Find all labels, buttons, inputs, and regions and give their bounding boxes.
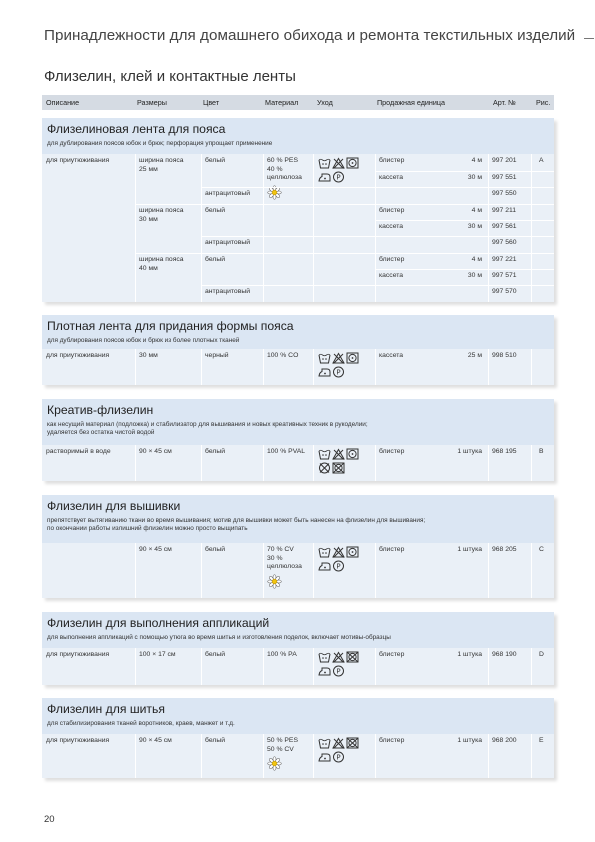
row-quantity: 30 м <box>467 223 482 230</box>
col-material: Материал <box>265 98 299 107</box>
row-quantity: 30 м <box>467 174 482 181</box>
row-size: 90 × 45 см <box>139 546 172 553</box>
product-rows <box>42 648 554 685</box>
row-quantity: 25 м <box>467 352 482 359</box>
row-divider <box>202 236 554 237</box>
dry-clean-p-icon <box>332 365 345 383</box>
no-tumble-dry-icon <box>346 650 359 668</box>
product-rows <box>42 349 554 385</box>
row-divider <box>136 204 554 205</box>
row-quantity: 1 штука <box>457 651 482 658</box>
tumble-dry-icon <box>346 351 359 369</box>
row-figure: B <box>539 448 544 455</box>
svg-text:P: P <box>336 173 341 182</box>
row-sales-unit: блистер <box>379 448 405 455</box>
col-description: Описание <box>46 98 80 107</box>
row-material: 100 % PVAL <box>267 448 306 455</box>
row-material: 50 % PES 50 % CV <box>267 737 298 753</box>
row-description: для приутюживания <box>46 352 110 359</box>
row-color: белый <box>205 737 226 744</box>
product-description: для дублирования поясов юбок и брюк; перфорация упрощает применение <box>47 140 273 147</box>
product-rows <box>42 734 554 778</box>
row-sales-unit: кассета <box>379 223 404 230</box>
product-block <box>42 399 554 481</box>
row-size: 90 × 45 см <box>139 737 172 744</box>
col-article-no: Арт. № <box>493 98 516 107</box>
product-block-header <box>42 118 554 154</box>
row-color: антрацитовый <box>205 288 251 295</box>
no-tumble-dry-icon <box>332 461 345 479</box>
row-article-no: 997 221 <box>492 256 517 263</box>
row-size: ширина пояса 30 мм <box>139 207 184 223</box>
row-article-no: 997 560 <box>492 239 517 246</box>
row-article-no: 997 551 <box>492 174 517 181</box>
row-article-no: 998 510 <box>492 352 517 359</box>
row-color: белый <box>205 651 226 658</box>
column-background <box>42 154 135 302</box>
row-article-no: 997 561 <box>492 223 517 230</box>
no-tumble-dry-icon <box>346 736 359 754</box>
row-quantity: 4 м <box>471 207 482 214</box>
header-dash <box>584 38 594 39</box>
row-sales-unit: кассета <box>379 272 404 279</box>
row-size: 90 × 45 см <box>139 448 172 455</box>
row-quantity: 1 штука <box>457 448 482 455</box>
product-description: для выполнения аппликаций с помощью утюга во время шитья и изготовления поделок, включает мотивы-образцы <box>47 634 391 641</box>
dry-clean-p-icon <box>332 750 345 768</box>
row-divider <box>376 220 554 221</box>
row-sales-unit: блистер <box>379 546 405 553</box>
product-rows <box>42 445 554 481</box>
row-divider <box>202 285 554 286</box>
row-divider <box>376 171 554 172</box>
row-sales-unit: блистер <box>379 737 405 744</box>
row-color: белый <box>205 157 226 164</box>
iron-low-icon <box>318 664 331 682</box>
product-title: Флизелин для вышивки <box>47 499 181 513</box>
row-sales-unit: кассета <box>379 174 404 181</box>
col-sizes: Размеры <box>137 98 167 107</box>
row-color: белый <box>205 448 226 455</box>
product-title: Флизелиновая лента для пояса <box>47 122 226 136</box>
row-divider <box>202 187 554 188</box>
col-figure: Рис. <box>536 98 551 107</box>
row-description: для приутюживания <box>46 737 110 744</box>
col-care: Уход <box>317 98 333 107</box>
row-article-no: 997 550 <box>492 190 517 197</box>
svg-text:P: P <box>336 753 341 762</box>
row-color: белый <box>205 546 226 553</box>
section-title: Флизелин, клей и контактные ленты <box>44 68 296 85</box>
col-color: Цвет <box>203 98 220 107</box>
row-figure: A <box>539 157 544 164</box>
row-color: антрацитовый <box>205 190 251 197</box>
row-size: ширина пояса 40 мм <box>139 256 184 272</box>
column-background <box>136 154 201 302</box>
dry-clean-p-icon <box>332 664 345 682</box>
row-figure: C <box>539 546 544 553</box>
product-block-header <box>42 698 554 734</box>
product-block <box>42 698 554 778</box>
flower-icon <box>267 574 282 594</box>
row-size: 100 × 17 см <box>139 651 176 658</box>
row-figure: D <box>539 651 544 658</box>
column-background <box>202 154 263 302</box>
row-sales-unit: кассета <box>379 352 404 359</box>
column-background <box>532 154 554 302</box>
iron-low-icon <box>318 750 331 768</box>
row-quantity: 4 м <box>471 256 482 263</box>
row-sales-unit: блистер <box>379 207 405 214</box>
product-title: Креатив-флизелин <box>47 403 154 417</box>
row-color: черный <box>205 352 229 359</box>
product-rows <box>42 543 554 598</box>
row-color: белый <box>205 256 226 263</box>
product-title: Флизелин для шитья <box>47 702 165 716</box>
svg-text:P: P <box>336 562 341 571</box>
row-color: белый <box>205 207 226 214</box>
row-quantity: 4 м <box>471 157 482 164</box>
row-article-no: 997 211 <box>492 207 517 214</box>
row-size: 30 мм <box>139 352 158 359</box>
product-block <box>42 118 554 302</box>
row-description: для приутюживания <box>46 651 110 658</box>
product-description: для стабилизирования тканей воротников, краев, манжет и т.д. <box>47 720 235 727</box>
row-divider <box>136 253 554 254</box>
product-description: как несущий материал (подложка) и стабилизатор для вышивания и новых креативных техник в рукоделии; удаляется без остатка чистой водой <box>47 421 368 437</box>
row-quantity: 30 м <box>467 272 482 279</box>
row-divider <box>376 269 554 270</box>
row-sales-unit: блистер <box>379 651 405 658</box>
page-number: 20 <box>44 814 55 825</box>
row-size: ширина пояса 25 мм <box>139 157 184 173</box>
row-article-no: 997 571 <box>492 272 517 279</box>
product-block <box>42 612 554 685</box>
iron-low-icon <box>318 365 331 383</box>
column-background <box>532 349 554 385</box>
row-description: для приутюживания <box>46 157 110 164</box>
no-dry-clean-icon <box>318 461 331 479</box>
product-block-header <box>42 399 554 445</box>
row-color: антрацитовый <box>205 239 251 246</box>
product-block-header <box>42 495 554 543</box>
product-block-header <box>42 612 554 648</box>
column-background <box>42 543 135 598</box>
iron-low-icon <box>318 559 331 577</box>
row-article-no: 968 195 <box>492 448 517 455</box>
iron-low-icon <box>318 170 331 188</box>
column-header-row <box>42 95 554 110</box>
row-sales-unit: блистер <box>379 157 405 164</box>
row-quantity: 1 штука <box>457 737 482 744</box>
svg-text:P: P <box>336 667 341 676</box>
row-figure: E <box>539 737 544 744</box>
tumble-dry-icon <box>346 156 359 174</box>
row-sales-unit: блистер <box>379 256 405 263</box>
flower-icon <box>267 756 282 776</box>
row-material: 70 % CV 30 % целлюлоза <box>267 546 302 571</box>
product-description: препятствует вытягиванию ткани во время вышивания; мотив для вышивки может быть нанесен на флизелин для вышивания; по окончании работы излишний флизелин можно просто выщипать <box>47 517 426 533</box>
row-article-no: 997 570 <box>492 288 517 295</box>
row-material: 60 % PES 40 % целлюлоза <box>267 157 302 182</box>
product-block <box>42 495 554 598</box>
row-article-no: 968 190 <box>492 651 517 658</box>
product-rows <box>42 154 554 302</box>
product-block-header <box>42 315 554 349</box>
product-block <box>42 315 554 385</box>
row-material: 100 % CO <box>267 352 299 359</box>
svg-text:P: P <box>336 368 341 377</box>
col-sales-unit: Продажная единица <box>377 98 446 107</box>
row-quantity: 1 штука <box>457 546 482 553</box>
row-article-no: 997 201 <box>492 157 517 164</box>
row-description: растворимый в воде <box>46 448 111 455</box>
dry-clean-p-icon <box>332 170 345 188</box>
dry-clean-p-icon <box>332 559 345 577</box>
row-material: 100 % PA <box>267 651 297 658</box>
product-description: для дублирования поясов юбок и брюк из более плотных тканей <box>47 337 240 344</box>
product-title: Флизелин для выполнения аппликаций <box>47 616 270 630</box>
row-article-no: 968 200 <box>492 737 517 744</box>
tumble-dry-icon <box>346 545 359 563</box>
product-title: Плотная лента для придания формы пояса <box>47 319 294 333</box>
page-header-title: Принадлежности для домашнего обихода и ремонта текстильных изделий <box>44 27 576 44</box>
tumble-dry-icon <box>346 447 359 465</box>
row-article-no: 968 205 <box>492 546 517 553</box>
